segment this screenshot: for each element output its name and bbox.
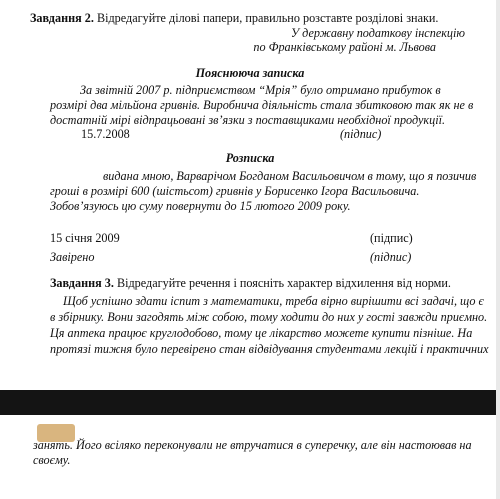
address-line-2: по Франківському районі м. Львова [253, 40, 436, 54]
receipt-date: 15 січня 2009 [50, 231, 120, 245]
receipt-certified: Завірено [50, 250, 95, 264]
task3-continuation-2: своєму. [33, 453, 71, 467]
task3-line-1: Щоб успішно здати іспит з математики, треба вірно вирішити всі задачі, що є [63, 294, 484, 308]
memo-date: 15.7.2008 [81, 127, 130, 141]
receipt-line-3: Зобов’язуюсь цю суму повернути до 15 лютого 2009 року. [50, 199, 351, 213]
receipt-title: Розписка [225, 151, 275, 165]
page-break-bar [0, 390, 500, 415]
task3-heading: Завдання 3. [50, 276, 114, 290]
receipt-line-2: гроші в розмірі 600 (шістьсот) гривнів у Борисенко Ігора Васильовича. [50, 184, 420, 198]
address-line-1: У державну податкову інспекцію [290, 26, 465, 40]
task3-line-4: протязі тижня було перевірено стан відвідування студентами лекцій і практичних [50, 342, 489, 356]
memo-line-1: За звітній 2007 р. підприємством “Мрія” було отримано прибуток в [80, 83, 441, 97]
task3-line-3: Ця аптека працює круглодобово, тому це лікарство можете купити пізніше. На [50, 326, 473, 340]
task3-heading-line [50, 275, 480, 291]
continuation-page [0, 415, 500, 499]
task2-heading-line [30, 10, 470, 26]
task3-continuation-1: занять. Його всіляко переконували не втручатися в суперечку, але він настоював на [33, 438, 472, 452]
receipt-certified-signature: (підпис) [370, 250, 412, 264]
receipt-date-signature: (підпис) [370, 231, 413, 245]
task2-heading: Завдання 2. [30, 11, 94, 25]
task3-line-2: в збірнику. Вони загодять між собою, тому ходити до них у гості завжди приємно. [50, 310, 488, 324]
memo-title: Пояснююча записка [195, 66, 305, 80]
task3-instruction: Відредагуйте речення і поясніть характер відхилення від норми. [113, 276, 451, 290]
memo-line-2: розмірі два мільйона гривнів. Виробнича діяльність стала збитковою так як не в [50, 98, 474, 112]
memo-line-3: достатній мірі відпрацьовані зв’язки з поставщиками необхідної продукції. [50, 113, 446, 127]
scroll-edge [496, 0, 500, 499]
receipt-line-1: видана мною, Варварічом Богданом Васильовичом в тому, що я позичив [103, 169, 477, 183]
task2-instruction: Відредагуйте ділові папери, правильно розставте розділові знаки. [93, 11, 439, 25]
memo-signature: (підпис) [340, 127, 382, 141]
